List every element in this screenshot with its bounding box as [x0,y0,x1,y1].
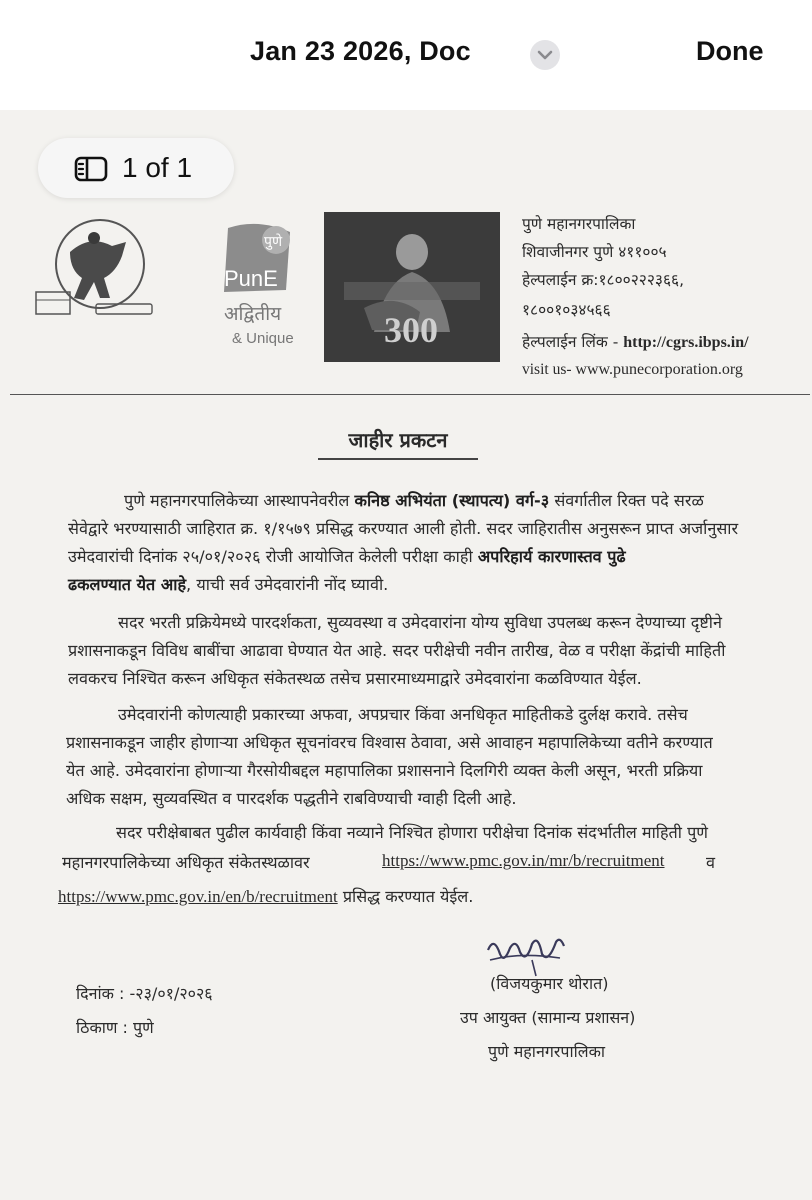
visit-label: visit us- [522,361,576,378]
helpline-numbers-2: १८००१०३४५६६ [522,301,611,319]
visit-row [522,360,743,379]
helpline-numbers: हेल्पलाईन क्र:१८००२२२३६६, [522,271,685,289]
notice-line: लवकरच निश्चित करून अधिकृत संकेतस्थळ तसेच प्रसारमाध्यमाद्वारे उमेदवारांना कळविण्यात येईल. [68,669,642,688]
done-button[interactable]: Done [696,36,764,66]
notice-line: सदर भरती प्रक्रियेमध्ये पारदर्शकता, सुव्यवस्था व उमेदवारांना योग्य सुविधा उपलब्ध करून देण्याच्या दृष्टीने [118,613,722,632]
notice-line: अधिक सक्षम, सुव्यवस्थित व पारदर्शक पद्धतीने राबविण्याची ग्वाही दिली आहे. [66,789,517,808]
notice-line: येत आहे. उमेदवारांना होणाऱ्या गैरसोयीबद्दल महापालिका प्रशासनाने दिलगिरी व्यक्त केली असून, भरती प्रक्रिया [66,761,703,780]
notice-line: महानगरपालिकेच्या अधिकृत संकेतस्थळावर [62,853,310,872]
recruitment-link-english[interactable]: https://www.pmc.gov.in/en/b/recruitment [58,887,338,906]
notice-line: उमेदवारांनी कोणत्याही प्रकारच्या अफवा, अपप्रचार किंवा अनधिकृत माहितीकडे दुर्लक्ष करावे. तसेच [118,705,688,724]
svg-text:पुणे: पुणे [264,234,283,250]
document-title[interactable]: Jan 23 2026, Doc [250,36,471,66]
notice-line: https://www.pmc.gov.in/en/b/recruitment प्रसिद्ध करण्यात येईल. [58,887,474,906]
notice-line: प्रशासनाकडून जाहीर होणाऱ्या अधिकृत सूचनांवरच विश्वास ठेवावा, असे आवाहन महापालिकेच्या वतीने करण्यात [66,733,713,752]
svg-text:300: 300 [384,310,438,350]
notice-date: दिनांक : -२३/०१/२०२६ [76,984,213,1003]
helpline-link[interactable]: http://cgrs.ibps.in/ [623,334,749,351]
anniversary-emblem [324,212,500,362]
page-indicator[interactable] [38,138,234,198]
notice-heading: जाहीर प्रकटन [318,422,478,460]
notice-line: उमेदवारांची दिनांक २५/०१/२०२६ रोजी आयोजित केलेली परीक्षा काही अपरिहार्य कारणास्तव पुढे [68,547,626,566]
website-link[interactable]: www.punecorporation.org [575,361,743,378]
notice-place: ठिकाण : पुणे [76,1018,154,1037]
notice-line: सदर परीक्षेबाबत पुढील कार्यवाही किंवा नव्याने निश्चित होणारा परीक्षेचा दिनांक संदर्भातील माहिती पुणे [116,823,709,842]
chevron-down-icon [537,49,553,61]
notice-line: पुणे महानगरपालिकेच्या आस्थापनेवरील कनिष्ठ अभियंता (स्थापत्य) वर्ग-३ संवर्गातील रिक्त पदे सरळ [124,491,704,510]
title-menu-button[interactable] [530,40,560,70]
notice-line: प्रशासनाकडून विविध बाबींचा आढावा घेण्यात येत आहे. सदर परीक्षेची नवीन तारीख, वेळ व परीक्षा केंद्रांची माहिती [68,641,726,660]
signatory-title: उप आयुक्त (सामान्य प्रशासन) [460,1008,636,1027]
top-bar [0,0,812,110]
notice-line: सेवेद्वारे भरण्यासाठी जाहिरात क्र. १/१५७९ प्रसिद्ध करण्यात आली होती. सदर जाहिरातीस अनुसरून प्राप्त अर्जानुसार [68,519,739,538]
sidebar-icon [74,156,108,182]
notice-line: व [706,853,716,872]
address-line-2: शिवाजीनगर पुणे ४११००५ [522,243,667,261]
letterhead-divider [10,394,810,395]
notice-line: ढकलण्यात येत आहे, याची सर्व उमेदवारांनी नोंद घ्यावी. [68,575,389,594]
brand-tagline-english: & Unique [232,330,294,347]
brand-tagline-marathi: अद्वितीय [224,303,282,325]
signatory-org: पुणे महानगरपालिका [488,1042,606,1061]
page-count: 1 of 1 [122,152,193,183]
pmc-seal-logo [30,212,160,324]
signatory-name: (विजयकुमार थोरात) [490,974,609,993]
address-line-1: पुणे महानगरपालिका [522,215,636,233]
helpline-link-label: हेल्पलाईन लिंक - [522,333,624,351]
recruitment-link-marathi[interactable]: https://www.pmc.gov.in/mr/b/recruitment [382,851,665,870]
helpline-link-row [522,330,749,352]
svg-text:PunE: PunE [224,266,278,291]
pune-brand-logo [218,220,308,300]
